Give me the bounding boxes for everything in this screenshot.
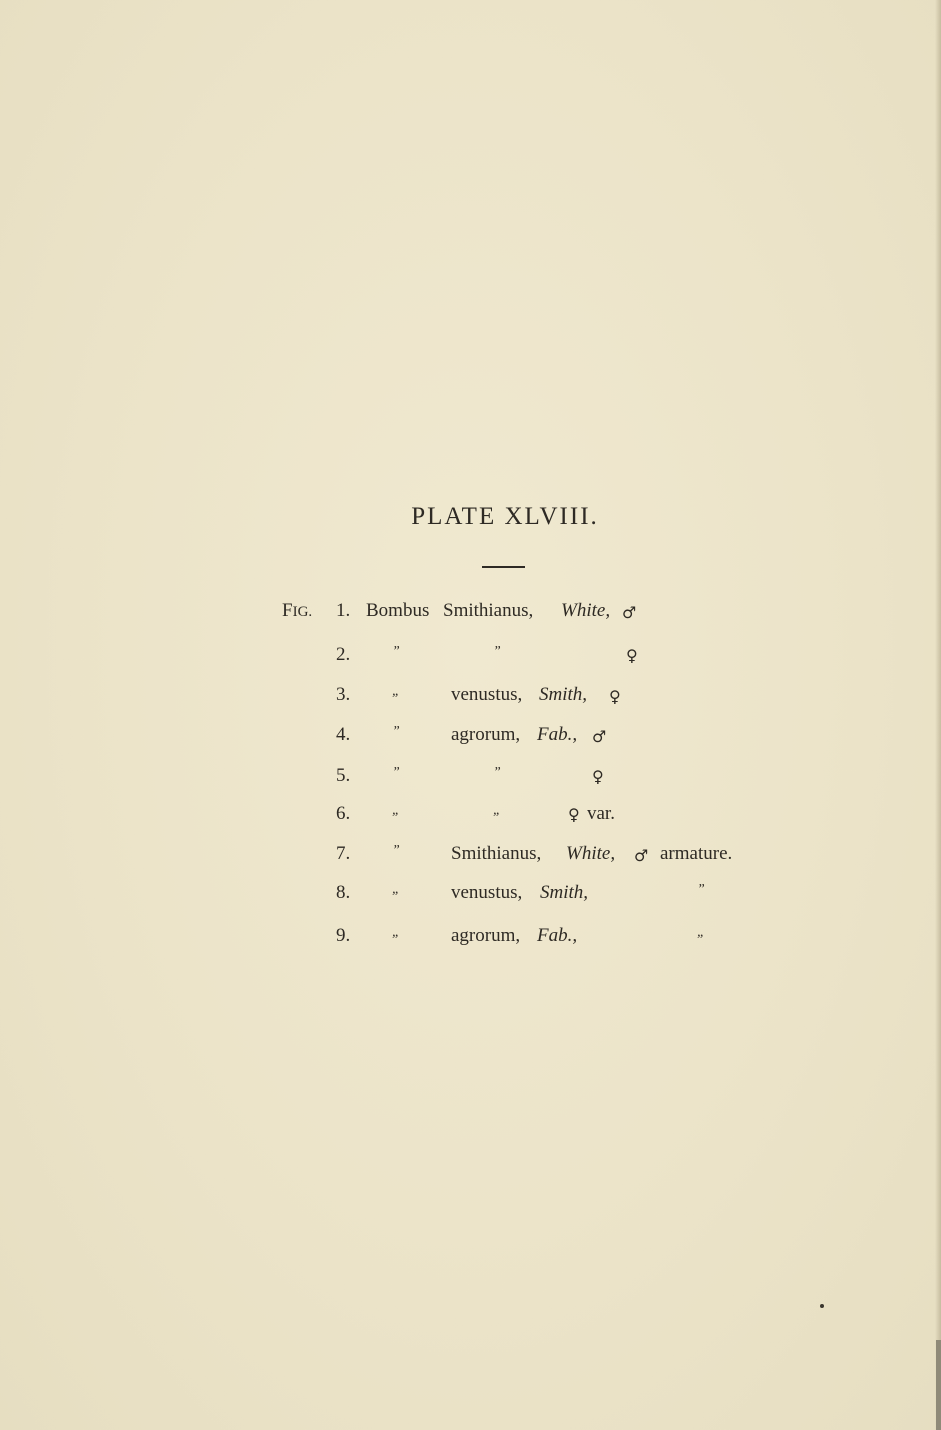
ditto-mark: ” — [392, 765, 400, 780]
author-name: Smith, — [539, 684, 588, 705]
ditto-mark: „ — [392, 803, 400, 818]
sex-symbol: ♀ — [568, 805, 580, 824]
author-name: White, — [566, 843, 616, 864]
sex-symbol: ♀ — [609, 687, 621, 706]
sex-symbol: ♂ — [622, 603, 637, 622]
page-edge-shadow — [935, 0, 941, 1430]
figure-number: 6. — [336, 803, 351, 824]
genus-name: Bombus — [366, 600, 430, 621]
sex-symbol: ♀ — [626, 646, 638, 665]
figure-number: 8. — [336, 882, 351, 903]
variety-note: var. — [587, 803, 615, 824]
figure-number: 5. — [336, 765, 351, 786]
sex-symbol: ♀ — [592, 767, 604, 786]
species-name: venustus, — [451, 882, 523, 903]
ditto-mark: ” — [493, 644, 501, 659]
species-name: Smithianus, — [451, 843, 542, 864]
ditto-mark: „ — [697, 925, 705, 940]
author-name: Smith, — [540, 882, 589, 903]
page-edge-dark — [936, 1340, 941, 1430]
armature-note: armature. — [660, 843, 733, 864]
figure-number: 3. — [336, 684, 351, 705]
figure-number: 7. — [336, 843, 351, 864]
ditto-mark: ” — [392, 724, 400, 739]
species-name: agrorum, — [451, 724, 521, 745]
figure-number: 4. — [336, 724, 351, 745]
ditto-mark: ” — [392, 644, 400, 659]
figure-number: 1. — [336, 600, 351, 621]
paper-speck — [820, 1304, 824, 1308]
ditto-mark: ” — [392, 843, 400, 858]
figure-number: 9. — [336, 925, 351, 946]
species-name: venustus, — [451, 684, 523, 705]
ditto-mark: „ — [392, 925, 400, 940]
author-name: Fab., — [537, 925, 578, 946]
sex-symbol: ♂ — [592, 727, 607, 746]
title-rule — [482, 566, 525, 568]
author-name: White, — [561, 600, 611, 621]
ditto-mark: „ — [392, 882, 400, 897]
ditto-mark: „ — [392, 684, 400, 699]
ditto-mark: ” — [493, 765, 501, 780]
plate-title: PLATE XLVIII. — [411, 503, 599, 530]
ditto-mark: ” — [697, 882, 705, 897]
figure-number: 2. — [336, 644, 351, 665]
sex-symbol: ♂ — [634, 846, 649, 865]
species-name: Smithianus, — [443, 600, 534, 621]
fig-label: FIG. — [282, 600, 313, 621]
species-name: agrorum, — [451, 925, 521, 946]
ditto-mark: „ — [493, 803, 501, 818]
author-name: Fab., — [537, 724, 578, 745]
